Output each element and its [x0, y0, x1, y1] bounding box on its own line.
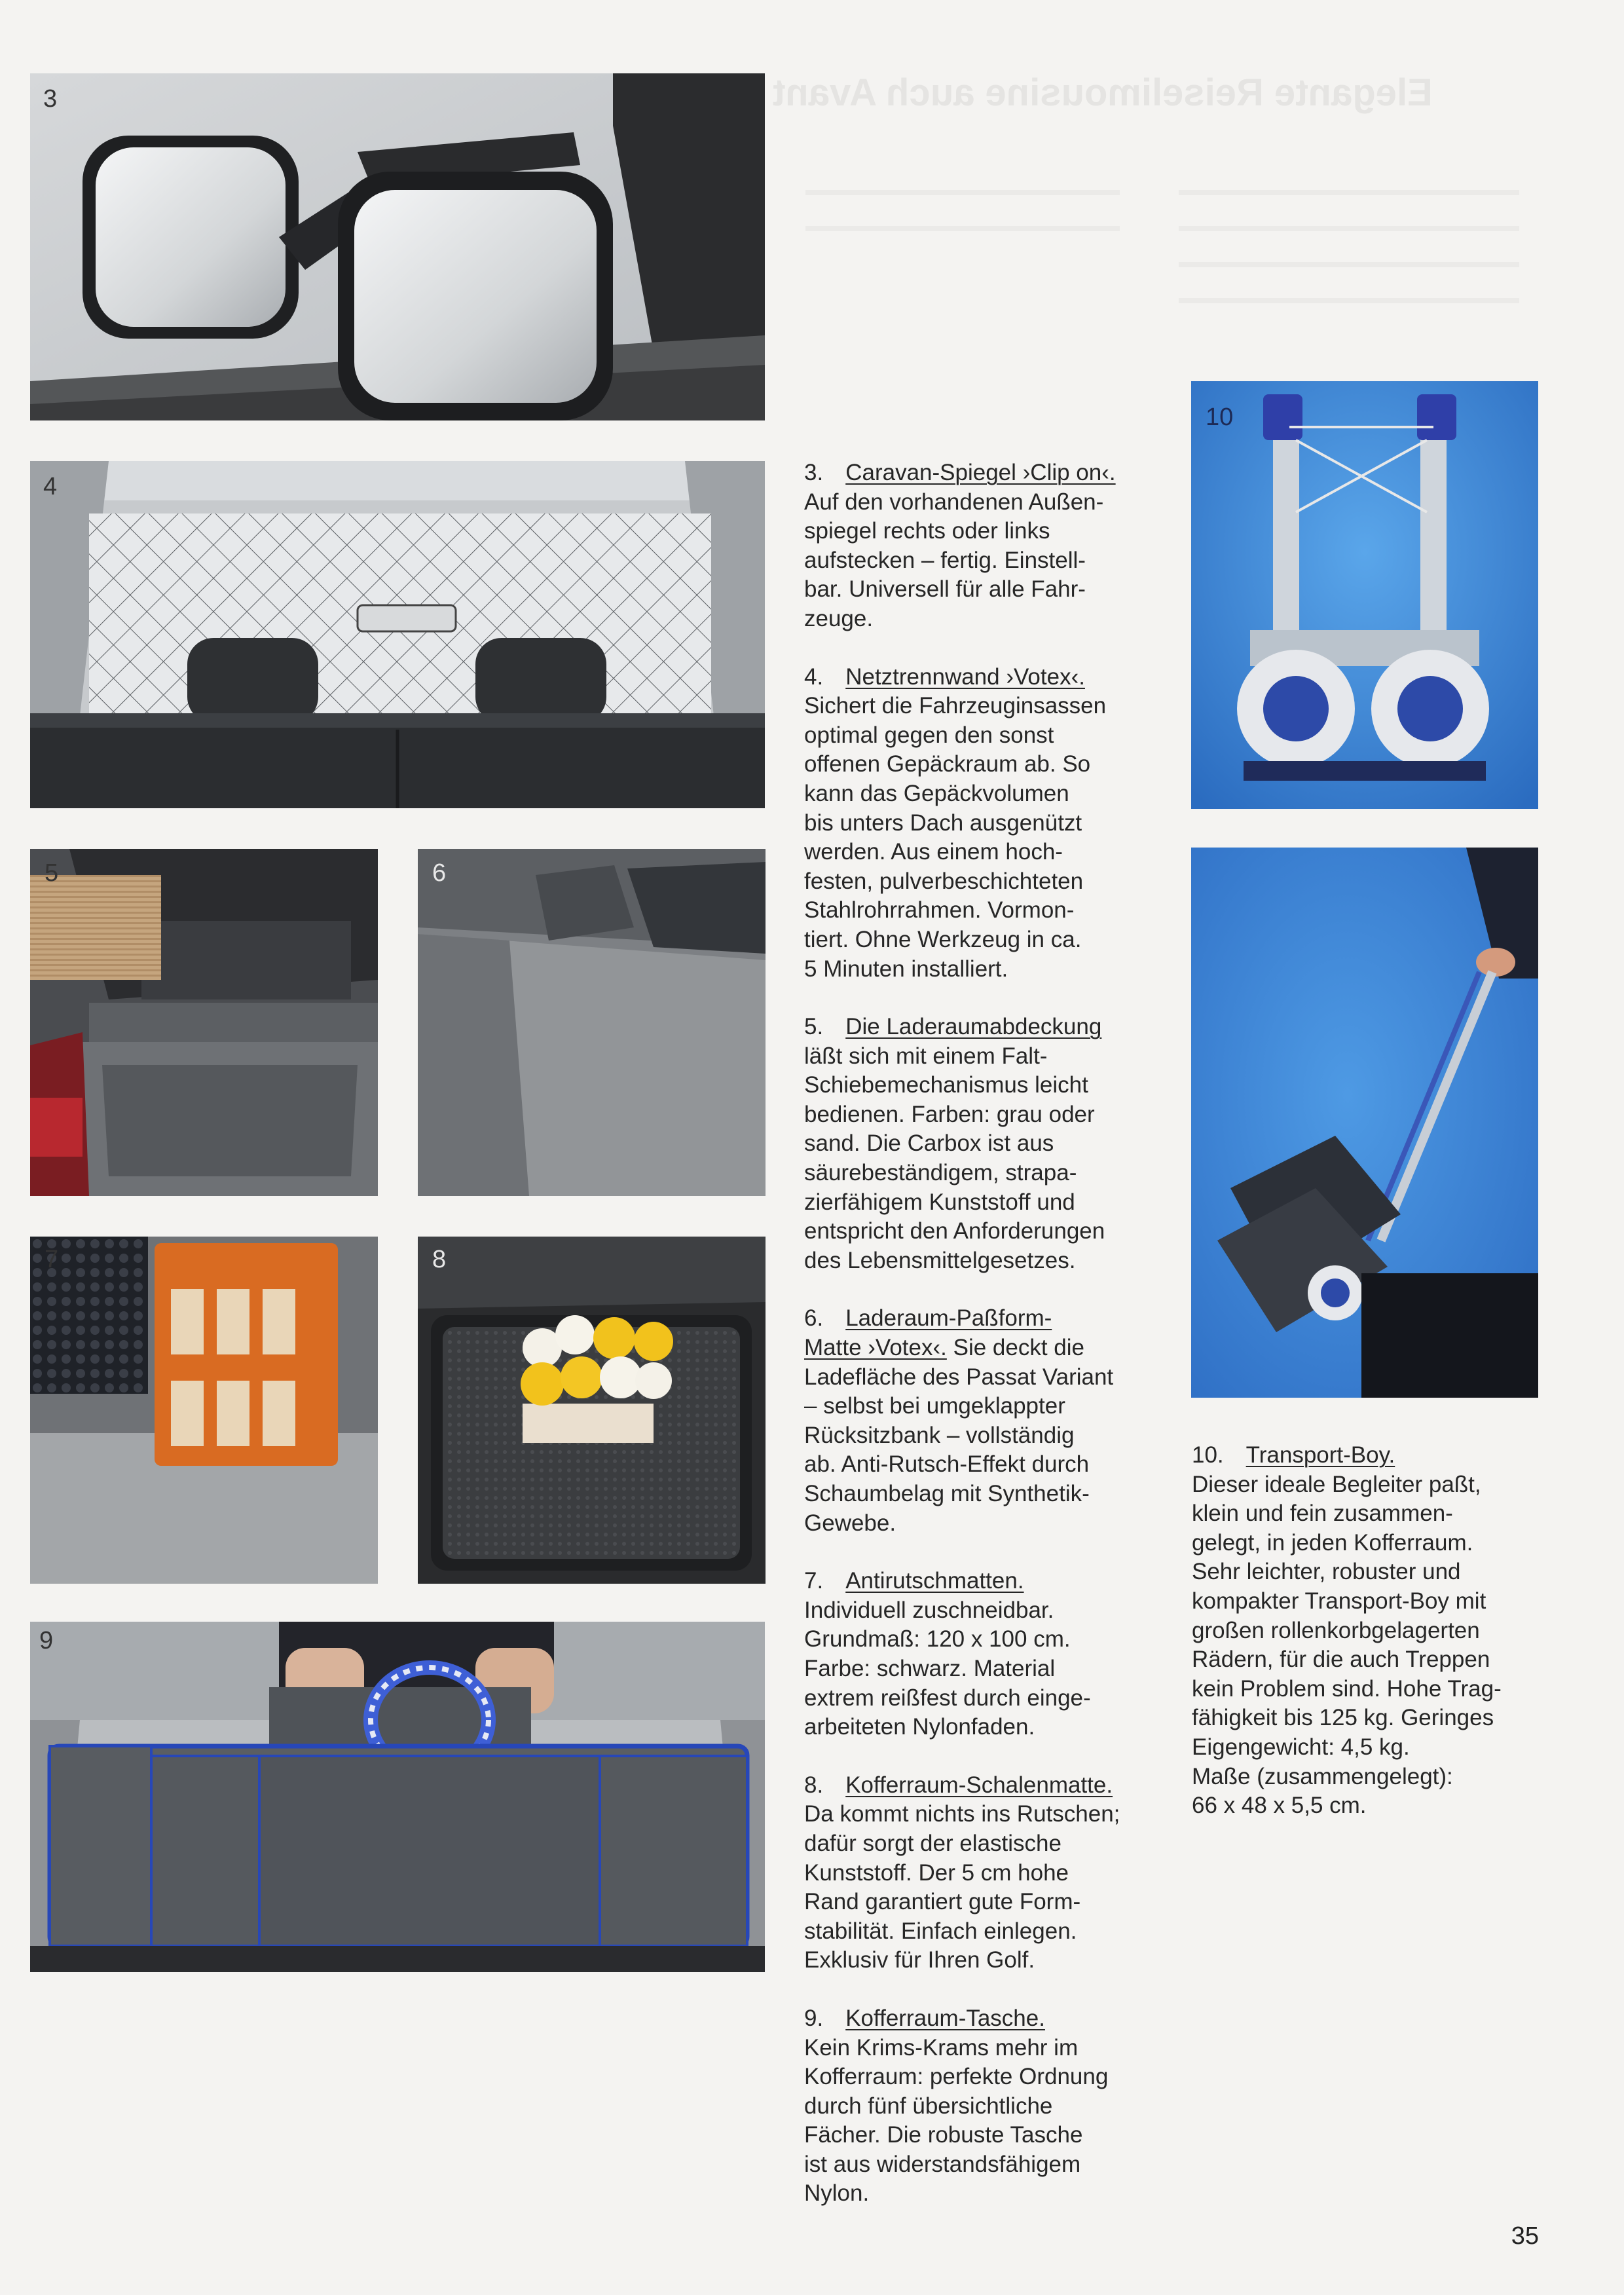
text-line: Auf den vorhandenen Außen-: [804, 489, 1104, 515]
item-heading: [804, 1304, 1171, 1334]
item-heading: [1192, 1441, 1559, 1470]
text-line: Sie deckt die: [946, 1335, 1084, 1361]
text-line: stabilität. Einfach einlegen.: [804, 1918, 1077, 1944]
text-line: Eigengewicht: 4,5 kg.: [1192, 1734, 1410, 1760]
text-line: Stahlrohrrahmen. Vormon-: [804, 897, 1075, 924]
text-line: Dieser ideale Begleiter paßt,: [1192, 1471, 1481, 1497]
text-line: säurebeständigem, strapa-: [804, 1160, 1077, 1186]
text-line: Rädern, für die auch Treppen: [1192, 1647, 1490, 1673]
item-heading: [804, 1567, 1171, 1596]
text-line: 66 x 48 x 5,5 cm.: [1192, 1793, 1367, 1819]
item-7: [804, 1567, 1171, 1742]
text-line: Sichert die Fahrzeuginsassen: [804, 693, 1107, 719]
text-line: Kofferraum: perfekte Ordnung: [804, 2064, 1109, 2090]
text-line: Nylon.: [804, 2180, 870, 2207]
text-line: – selbst bei umgeklappter: [804, 1393, 1065, 1419]
item-6: [804, 1304, 1171, 1538]
item-10: [1192, 1441, 1559, 1821]
item-heading: [804, 1771, 1171, 1801]
text-line: Kunststoff. Der 5 cm hohe: [804, 1859, 1069, 1886]
item-heading: [804, 2004, 1171, 2034]
text-line: optimal gegen den sonst: [804, 722, 1054, 748]
photo-cargo-net: [30, 461, 765, 808]
item-number: 3.: [804, 460, 824, 485]
text-line: offenen Gepäckraum ab. So: [804, 751, 1091, 777]
text-line: sand. Die Carbox ist aus: [804, 1130, 1054, 1157]
photo-number-8: 8: [432, 1246, 447, 1273]
text-line: festen, pulverbeschichteten: [804, 868, 1084, 894]
text-line: läßt sich mit einem Falt-: [804, 1043, 1048, 1069]
item-8: [804, 1771, 1171, 1975]
text-line: tiert. Ohne Werkzeug in ca.: [804, 926, 1082, 952]
text-line: Rand garantiert gute Form-: [804, 1889, 1081, 1915]
item-heading: [804, 1013, 1171, 1042]
text-line: kein Problem sind. Hohe Trag-: [1192, 1675, 1502, 1702]
item-number: 9.: [804, 2005, 824, 2031]
item-3: [804, 458, 1171, 634]
photo-number-10: 10: [1206, 403, 1234, 431]
item-4: [804, 663, 1171, 984]
text-line: 5 Minuten installiert.: [804, 956, 1008, 982]
item-title: Netztrennwand ›Votex‹.: [845, 663, 1085, 690]
photo-anti-slip-mat: [30, 1237, 378, 1584]
text-line: entspricht den Anforderungen: [804, 1218, 1105, 1244]
item-5: [804, 1013, 1171, 1275]
text-line: fähigkeit bis 125 kg. Geringes: [1192, 1705, 1494, 1731]
item-number: 8.: [804, 1772, 824, 1798]
text-line: Schiebemechanismus leicht: [804, 1072, 1088, 1098]
text-line: Schaumbelag mit Synthetik-: [804, 1481, 1090, 1506]
photo-number-6: 6: [432, 859, 447, 887]
text-line: Rücksitzbank – vollständig: [804, 1422, 1075, 1448]
item-title: Transport-Boy.: [1246, 1442, 1395, 1468]
item-title: Caravan-Spiegel ›Clip on‹.: [845, 460, 1116, 485]
show-through-heading: Elegante Reiselimousine auch Avant: [773, 71, 1433, 114]
item-number: 10.: [1192, 1442, 1224, 1468]
photo-number-3: 3: [43, 85, 58, 113]
photo-number-5: 5: [45, 859, 59, 887]
text-line: Exklusiv für Ihren Golf.: [804, 1947, 1035, 1973]
text-line: Individuell zuschneidbar.: [804, 1597, 1054, 1623]
item-heading: [804, 458, 1171, 488]
text-line: bedienen. Farben: grau oder: [804, 1101, 1095, 1127]
text-line: werden. Aus einem hoch-: [804, 839, 1063, 865]
item-title: Kofferraum-Schalenmatte.: [845, 1772, 1113, 1798]
text-line: bar. Universell für alle Fahr-: [804, 576, 1086, 603]
text-line: zierfähigem Kunststoff und: [804, 1189, 1075, 1215]
text-line: großen rollenkorbgelagerten: [1192, 1617, 1480, 1643]
photo-trunk-tray: [418, 1237, 766, 1584]
photo-number-4: 4: [43, 473, 58, 500]
photo-caravan-mirror: [30, 73, 765, 420]
text-line: Da kommt nichts ins Rutschen;: [804, 1801, 1120, 1827]
text-line: gelegt, in jeden Kofferraum.: [1192, 1529, 1473, 1556]
text-line: des Lebensmittelgesetzes.: [804, 1247, 1076, 1273]
photo-number-9: 9: [39, 1627, 54, 1654]
item-number: 5.: [804, 1014, 824, 1040]
item-title: Kofferraum-Tasche.: [845, 2005, 1045, 2031]
show-through-text-left: [805, 190, 1120, 262]
show-through-text: [1179, 190, 1519, 334]
text-line: arbeiteten Nylonfaden.: [804, 1714, 1035, 1740]
descriptions-column: [804, 458, 1171, 2237]
photo-load-area-mat: [418, 849, 766, 1196]
text-line: Gewebe.: [804, 1510, 896, 1536]
text-line: bis unters Dach ausgenützt: [804, 810, 1082, 836]
text-line: zeuge.: [804, 605, 874, 631]
item-heading: [804, 663, 1171, 692]
item-number: 6.: [804, 1305, 824, 1332]
item-title: Laderaum-Paßform-: [845, 1305, 1052, 1332]
photo-trunk-bag: [30, 1622, 765, 1972]
text-line: extrem reißfest durch einge-: [804, 1685, 1091, 1711]
photo-trolley-in-use: [1191, 848, 1538, 1398]
text-line: Farbe: schwarz. Material: [804, 1655, 1056, 1681]
photo-luggage-cover: [30, 849, 378, 1196]
photo-number-7: 7: [45, 1246, 59, 1273]
text-line: Ladefläche des Passat Variant: [804, 1364, 1114, 1390]
text-line: spiegel rechts oder links: [804, 518, 1050, 544]
text-line: Maße (zusammengelegt):: [1192, 1763, 1453, 1789]
text-line: ab. Anti-Rutsch-Effekt durch: [804, 1451, 1090, 1478]
item-number: 7.: [804, 1568, 824, 1594]
item-9: [804, 2004, 1171, 2209]
item-10-column: [1192, 1441, 1559, 1850]
item-title-cont: Matte ›Votex‹.: [804, 1335, 947, 1361]
item-title: Die Laderaumabdeckung: [845, 1014, 1102, 1040]
photo-folding-trolley: [1191, 381, 1538, 809]
text-line: Fächer. Die robuste Tasche: [804, 2122, 1083, 2148]
text-line: ist aus widerstandsfähigem: [804, 2151, 1081, 2177]
text-line: durch fünf übersichtliche: [804, 2093, 1053, 2119]
text-line: dafür sorgt der elastische: [804, 1830, 1061, 1856]
item-number: 4.: [804, 663, 824, 690]
page-number: 35: [1511, 2222, 1539, 2250]
text-line: Kein Krims-Krams mehr im: [804, 2034, 1079, 2061]
text-line: aufstecken – fertig. Einstell-: [804, 547, 1086, 573]
item-title: Antirutschmatten.: [845, 1568, 1024, 1594]
text-line: klein und fein zusammen-: [1192, 1501, 1453, 1527]
item-heading-cont: [804, 1334, 1171, 1363]
text-line: Sehr leichter, robuster und: [1192, 1559, 1461, 1585]
text-line: Grundmaß: 120 x 100 cm.: [804, 1626, 1071, 1652]
text-line: kompakter Transport-Boy mit: [1192, 1588, 1486, 1614]
text-line: kann das Gepäckvolumen: [804, 780, 1069, 806]
